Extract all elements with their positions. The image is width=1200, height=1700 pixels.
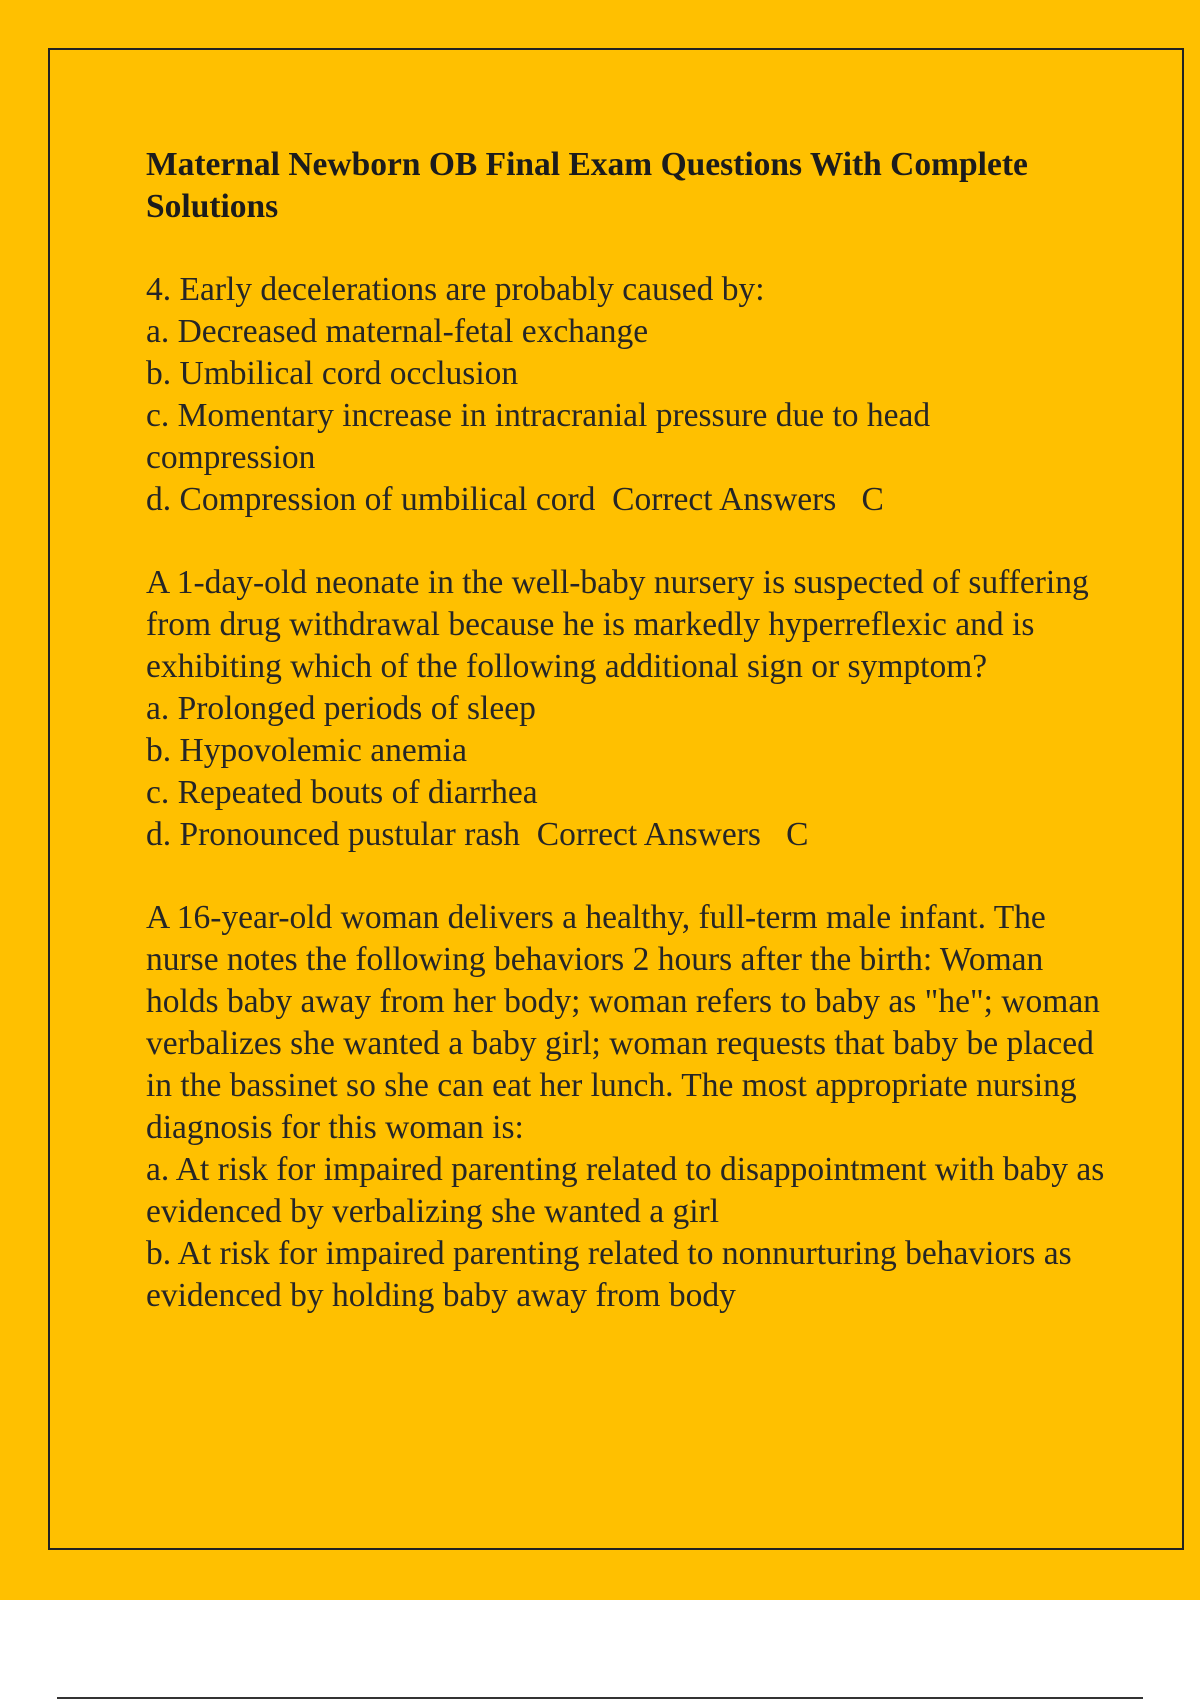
answer-option: b. Umbilical cord occlusion	[146, 355, 519, 392]
question-block	[146, 562, 1106, 856]
footer-rule	[57, 1697, 1143, 1699]
answer-option: d. Compression of umbilical cord Correct Answers C	[146, 481, 884, 518]
question-block	[146, 897, 1106, 1317]
answer-option: b. Hypovolemic anemia	[146, 732, 467, 769]
answer-option: a. At risk for impaired parenting related to disappointment with baby as evidenced by verbalizing she wanted a girl	[146, 1151, 1105, 1230]
question-stem: 4. Early decelerations are probably caused by:	[146, 271, 765, 308]
answer-option: d. Pronounced pustular rash Correct Answers C	[146, 816, 809, 853]
answer-option: b. At risk for impaired parenting related to nonnurturing behaviors as evidenced by holding baby away from body	[146, 1235, 1072, 1314]
question-block	[146, 269, 1106, 521]
question-stem: A 16-year-old woman delivers a healthy, full-term male infant. The nurse notes the following behaviors 2 hours after the birth: Woman holds baby away from her body; woman refers to baby as "he"; woman verbalizes she wanted a baby girl; woman requests that baby be placed in the bassinet so she can eat her lunch. The most appropriate nursing diagnosis for this woman is:	[146, 899, 1100, 1146]
answer-option: c. Momentary increase in intracranial pressure due to head compression	[146, 397, 931, 476]
answer-option: a. Decreased maternal-fetal exchange	[146, 313, 649, 350]
question-stem: A 1-day-old neonate in the well-baby nursery is suspected of suffering from drug withdrawal because he is markedly hyperreflexic and is exhibiting which of the following additional sign or symptom?	[146, 564, 1089, 685]
answer-option: a. Prolonged periods of sleep	[146, 690, 536, 727]
document-title: Maternal Newborn OB Final Exam Questions With Complete Solutions	[146, 146, 1028, 225]
answer-option: c. Repeated bouts of diarrhea	[146, 774, 538, 811]
document-content	[146, 144, 1106, 1358]
